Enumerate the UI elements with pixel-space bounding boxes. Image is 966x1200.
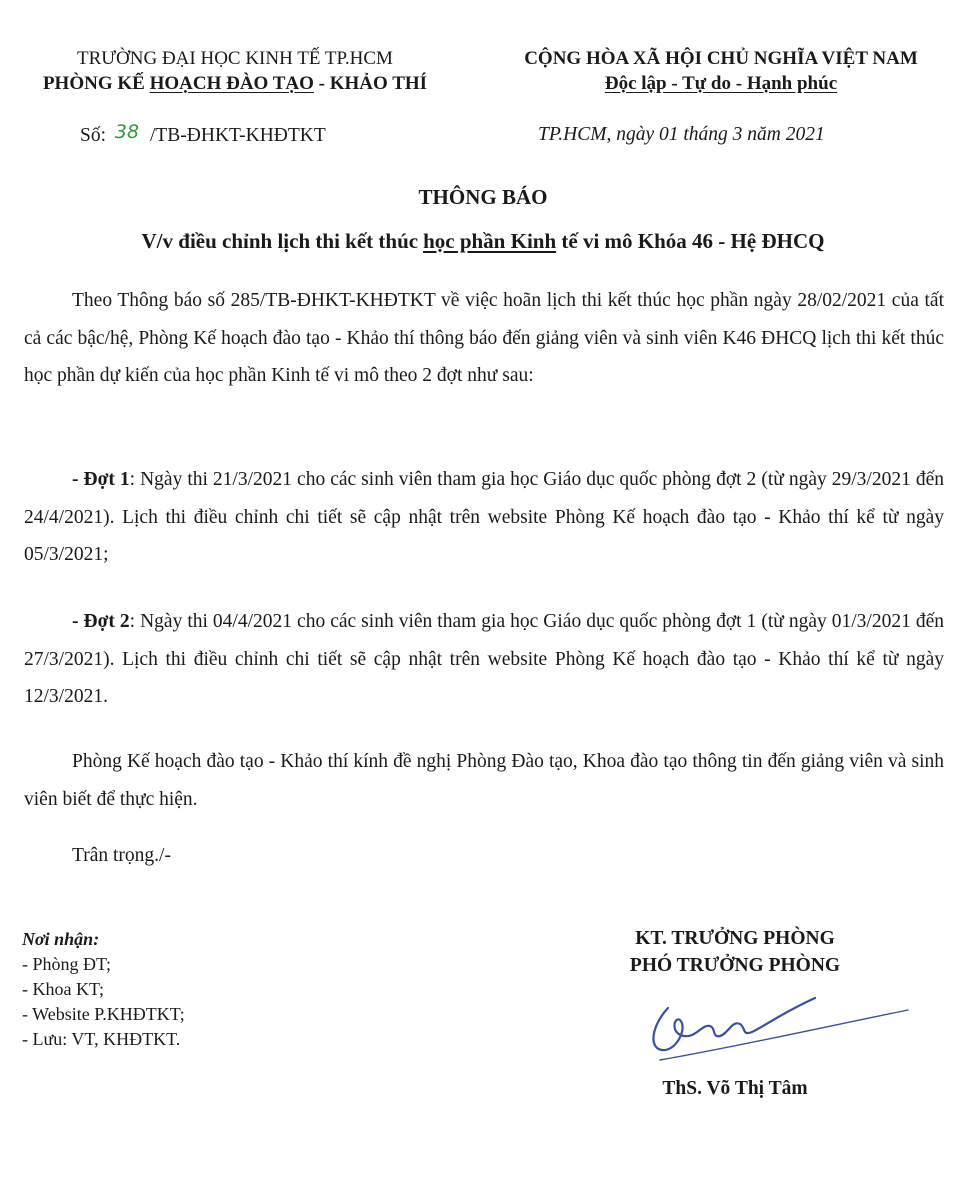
signatory-block: [560, 925, 910, 979]
recipient-item: - Lưu: VT, KHĐTKT.: [22, 1029, 181, 1049]
national-motto: Độc lập - Tự do - Hạnh phúc: [604, 73, 838, 94]
intro-paragraph: Theo Thông báo số 285/TB-ĐHKT-KHĐTKT về việc hoãn lịch thi kết thúc học phần ngày 28/02/2021 của tất cả các bậc/hệ, Phòng Kế hoạch đào tạo - Khảo thí thông báo đến giảng viên và sinh viên K46 ĐHCQ lịch thi kết thúc học phần dự kiến của học phần Kinh tế vi mô theo 2 đợt như sau:: [24, 290, 944, 386]
national-heading: [476, 46, 966, 96]
recipients-list: [22, 927, 185, 1052]
handwritten-signature: [640, 990, 910, 1065]
signatory-name: ThS. Võ Thị Tâm: [662, 1078, 808, 1099]
document-subject: V/v điều chỉnh lịch thi kết thúc học phần Kinh tế vi mô Khóa 46 - Hệ ĐHCQ: [141, 229, 825, 253]
round-2-label: - Đợt 2: [72, 611, 130, 632]
round-1-paragraph: - Đợt 1: Ngày thi 21/3/2021 cho các sinh viên tham gia học Giáo dục quốc phòng đợt 2 (từ ngày 29/3/2021 đến 24/4/2021). Lịch thi điều chỉnh chi tiết sẽ cập nhật trên website Phòng Kế hoạch đào tạo - Khảo thí kể từ ngày 05/3/2021;: [24, 469, 944, 565]
issuing-office: [0, 46, 470, 96]
recipient-item: - Khoa KT;: [22, 979, 104, 999]
country-name: CỘNG HÒA XÃ HỘI CHỦ NGHĨA VIỆT NAM: [524, 48, 918, 69]
handwritten-number: 38: [114, 121, 140, 143]
issue-date: TP.HCM, ngày 01 tháng 3 năm 2021: [538, 124, 825, 145]
recipients-title: Nơi nhận:: [22, 929, 100, 949]
department-name: PHÒNG KẾ HOẠCH ĐÀO TẠO - KHẢO THÍ: [42, 73, 428, 94]
closing-line: Trân trọng./-: [72, 845, 171, 866]
request-paragraph: Phòng Kế hoạch đào tạo - Khảo thí kính đề nghị Phòng Đào tạo, Khoa đào tạo thông tin đến giảng viên và sinh viên biết để thực hiện.: [24, 751, 944, 810]
recipient-item: - Website P.KHĐTKT;: [22, 1004, 185, 1024]
document-title: THÔNG BÁO: [418, 185, 548, 209]
round-2-paragraph: - Đợt 2: Ngày thi 04/4/2021 cho các sinh viên tham gia học Giáo dục quốc phòng đợt 1 (từ ngày 01/3/2021 đến 27/3/2021). Lịch thi điều chỉnh chi tiết sẽ cập nhật trên website Phòng Kế hoạch đào tạo - Khảo thí kể từ ngày 12/3/2021.: [24, 611, 944, 707]
document-number: Số: 38 /TB-ĐHKT-KHĐTKT: [80, 121, 326, 146]
university-name: TRƯỜNG ĐẠI HỌC KINH TẾ TP.HCM: [77, 48, 393, 69]
round-1-label: - Đợt 1: [72, 469, 130, 490]
recipient-item: - Phòng ĐT;: [22, 954, 112, 974]
signatory-title-2: PHÓ TRƯỞNG PHÒNG: [629, 955, 841, 976]
signatory-title-1: KT. TRƯỞNG PHÒNG: [635, 928, 835, 949]
